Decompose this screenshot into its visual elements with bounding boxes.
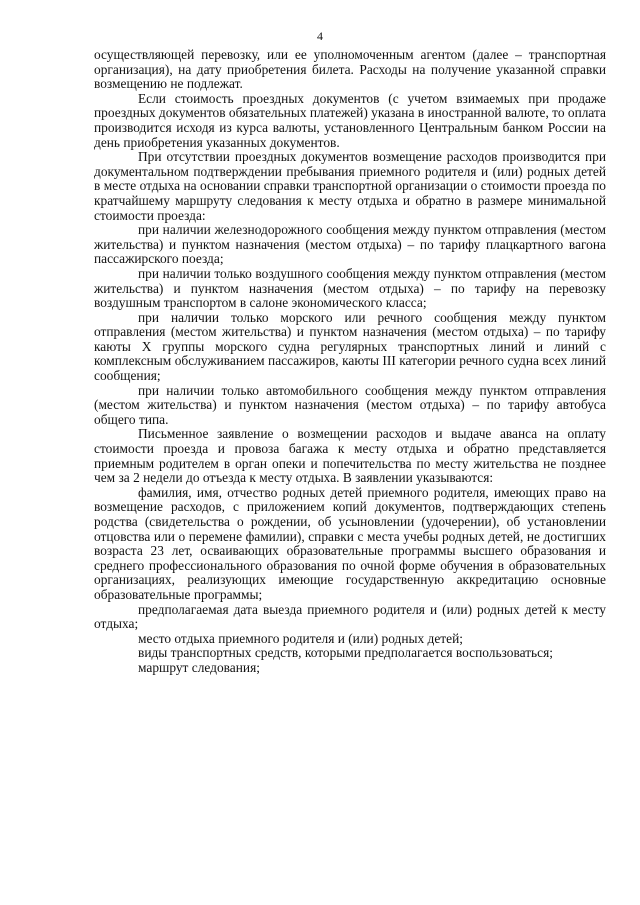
list-item-rest-place: место отдыха приемного родителя и (или) родных детей; — [138, 630, 463, 646]
list-item-air: при наличии только воздушного сообщения между пунктом отправления (местом жительства) и пунктом назначения (местом отдыха) – по тарифу на перевозку воздушным транспортом в салоне экономического класса; — [94, 265, 606, 311]
list-item-departure-date: предполагаемая дата выезда приемного родителя и (или) родных детей к месту отдыха; — [94, 601, 606, 632]
list-item-route: маршрут следования; — [138, 659, 260, 675]
list-item-transport-types: виды транспортных средств, которыми предполагается воспользоваться; — [138, 645, 553, 661]
document-body — [94, 48, 606, 676]
paragraph-no-travel-documents: При отсутствии проездных документов возмещение расходов производится при документальном подтверждении пребывания приемного родителя и (или) родных детей в месте отдыха на основании справки транспортной организации о стоимости проезда по кратчайшему маршруту следования к месту отдыха и обратно в размере минимальной стоимости проезда: — [94, 149, 606, 223]
page-number: 4 — [317, 29, 323, 43]
list-item-sea-river: при наличии только морского или речного сообщения между пунктом отправления (местом жительства) и пунктом назначения (местом отдыха) – по тарифу каюты X группы морского судна регулярных транспортных линий и линий с комплексным обслуживанием пассажиров, каюты III категории речного судна всех линий сообщения; — [94, 309, 606, 384]
paragraph-written-application: Письменное заявление о возмещении расходов и выдаче аванса на оплату стоимости проезда и провоза багажа к месту отдыха и обратно представляется приемным родителем в орган опеки и попечительства по месту жительства не позднее чем за 2 недели до отъезда к месту отдыха. В заявлении указываются: — [94, 426, 606, 486]
list-item-names-documents: фамилия, имя, отчество родных детей приемного родителя, имеющих право на возмещение расходов, с приложением копий документов, подтверждающих степень родства (свидетельства о рождении, об усыновлении (удочерении), об установлении отцовства или о перемене фамилии), справки с места учебы родных детей, не достигших возраста 23 лет, осваивающих образовательные программы высшего образования и среднего профессионального образования по очной форме обучения в образовательных организациях, реализующих имеющие государственную аккредитацию основные образовательные программы; — [94, 484, 606, 602]
paragraph-continuation: осуществляющей перевозку, или ее уполномоченным агентом (далее – транспортная организация), на дату приобретения билета. Расходы на получение указанной справки возмещению не подлежат. — [94, 47, 606, 92]
list-item-automobile: при наличии только автомобильного сообщения между пунктом отправления (местом жительства) и пунктом назначения (местом отдыха) – по тарифу автобуса общего типа. — [94, 382, 606, 427]
list-item-railway: при наличии железнодорожного сообщения между пунктом отправления (местом жительства) и пунктом назначения (местом отдыха) – по тарифу плацкартного вагона пассажирского поезда; — [94, 222, 606, 267]
paragraph-foreign-currency: Если стоимость проездных документов (с учетом взимаемых при продаже проездных документов обязательных платежей) указана в иностранной валюте, то оплата производится исходя из курса валюты, установленного Центральным банком России на день приобретения указанных документов. — [94, 90, 606, 150]
